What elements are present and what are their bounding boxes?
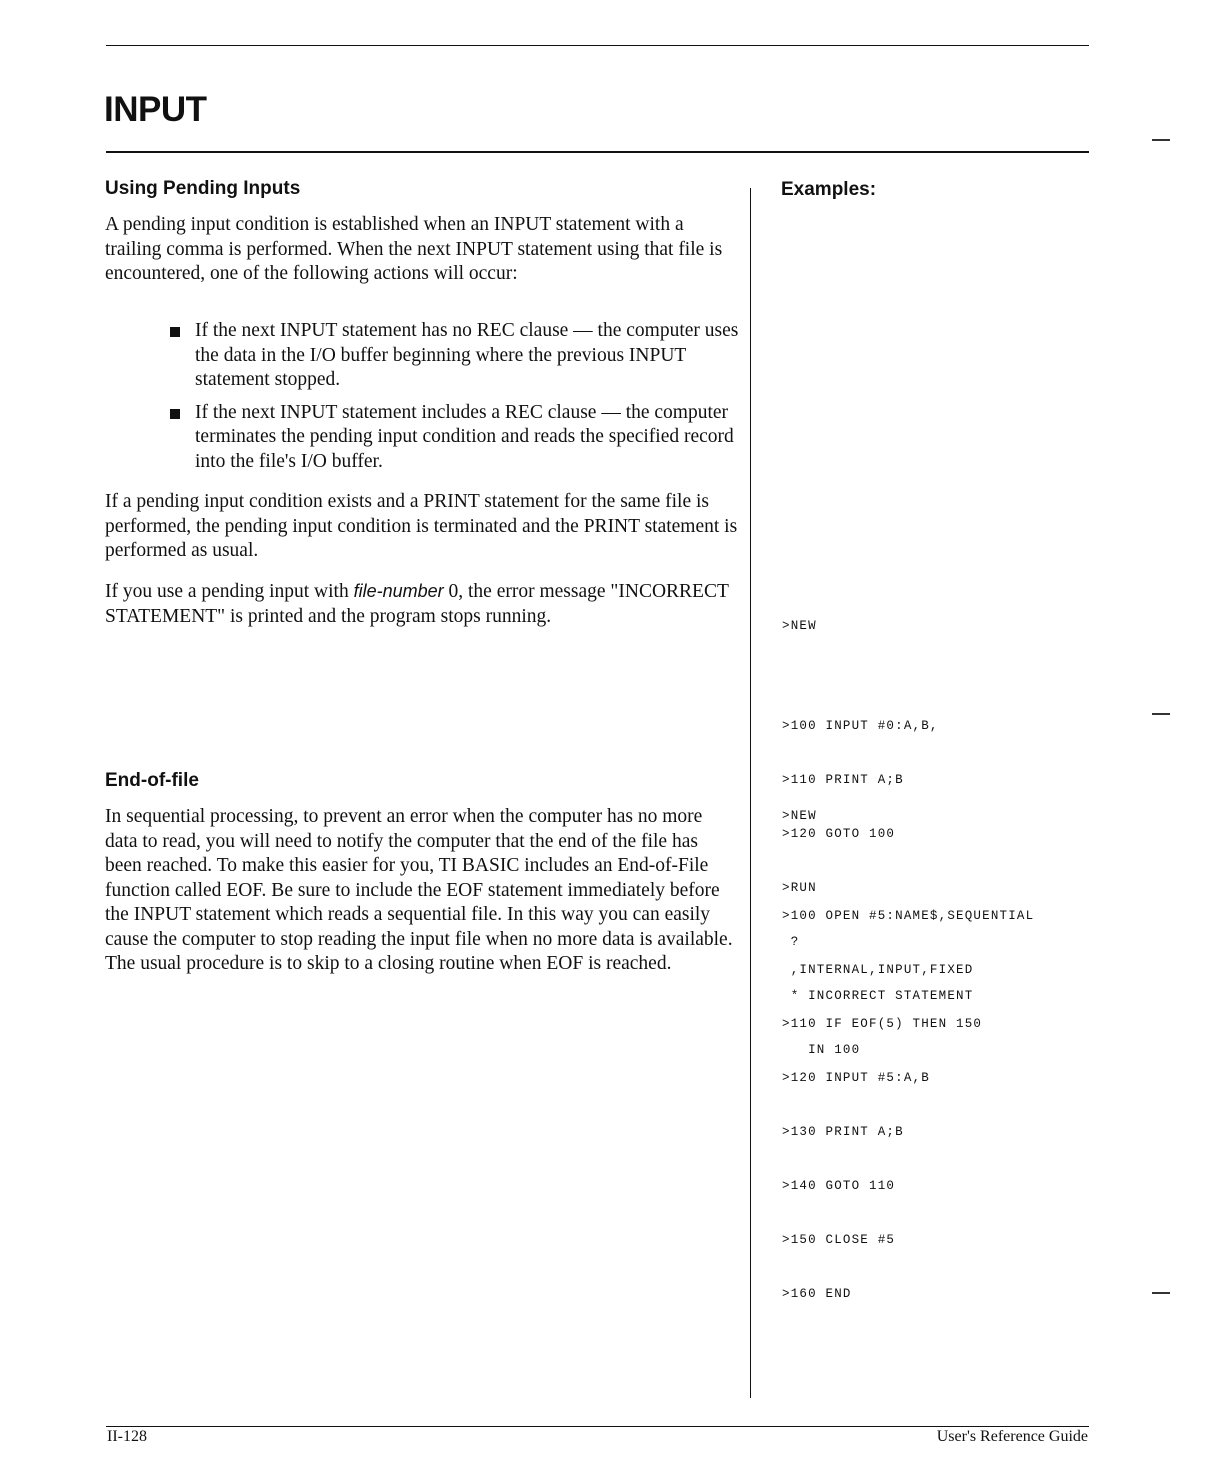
list-item <box>170 319 745 393</box>
code-line: >NEW <box>782 809 817 823</box>
pending-inputs-heading: Using Pending Inputs <box>105 178 301 199</box>
file-number-zero-paragraph <box>105 579 739 629</box>
code-line: IN 100 <box>782 1043 861 1057</box>
code-line: ? <box>782 935 800 949</box>
end-of-file-paragraph: In sequential processing, to prevent an error when the computer has no more data to read, you will need to notify the computer that the end of the file has been reached. To make this easier for you, TI BASIC includes an End-of-File function called EOF. Be sure to include the EOF statement immediately before the INPUT statement which reads a sequential file. In this way you can easily cause the computer to stop reading the input file when no more data is available. The usual procedure is to skip to a closing routine when EOF is reached. <box>105 806 733 974</box>
footer-rule <box>106 1426 1089 1427</box>
bullet-square-icon <box>170 327 180 337</box>
examples-heading: Examples: <box>781 179 877 200</box>
margin-tick <box>1152 713 1170 715</box>
code-line: * INCORRECT STATEMENT <box>782 989 974 1003</box>
code-line: >120 GOTO 100 <box>782 827 896 841</box>
top-rule <box>106 45 1089 46</box>
title-rule <box>106 151 1089 153</box>
code-spacer <box>782 671 1102 681</box>
code-line: >100 OPEN #5:NAME$,SEQUENTIAL <box>782 909 1035 923</box>
bullet-text: If the next INPUT statement has no REC clause — the computer uses the data in the I/O buffer beginning where the previous INPUT statement stopped. <box>195 320 739 390</box>
code-line: >110 PRINT A;B <box>782 773 904 787</box>
para3-text-before: If you use a pending input with <box>105 581 354 602</box>
code-line: ,INTERNAL,INPUT,FIXED <box>782 963 974 977</box>
page-number: II-128 <box>107 1428 147 1445</box>
column-divider <box>750 188 751 1398</box>
margin-tick <box>1152 1292 1170 1294</box>
margin-tick <box>1152 139 1170 141</box>
code-line: >130 PRINT A;B <box>782 1125 904 1139</box>
file-number-term: file-number <box>353 581 444 601</box>
code-line: >RUN <box>782 881 817 895</box>
code-example-eof <box>782 771 1102 1321</box>
para3-text-after: 0, the error message "INCORRECT STATEMENT" is printed and the program stops running. <box>105 581 729 627</box>
pending-actions-list <box>170 319 745 482</box>
pending-intro-paragraph: A pending input condition is established when an INPUT statement with a trailing comma is performed. When the next INPUT statement using that file is encountered, one of the following actions will occur: <box>105 214 723 284</box>
print-terminates-paragraph: If a pending input condition exists and a PRINT statement for the same file is performed, the pending input condition is terminated and the PRINT statement is performed as usual. <box>105 491 738 561</box>
bullet-square-icon <box>170 409 180 419</box>
code-line: >100 INPUT #0:A,B, <box>782 719 939 733</box>
list-item <box>170 401 745 475</box>
code-line: >150 CLOSE #5 <box>782 1233 896 1247</box>
end-of-file-heading: End-of-file <box>105 770 199 791</box>
code-line: >NEW <box>782 619 817 633</box>
book-title: User's Reference Guide <box>936 1428 1088 1445</box>
code-line: >120 INPUT #5:A,B <box>782 1071 930 1085</box>
code-line: >140 GOTO 110 <box>782 1179 896 1193</box>
page-title: INPUT <box>104 90 207 129</box>
code-line: >160 END <box>782 1287 852 1301</box>
bullet-text: If the next INPUT statement includes a REC clause — the computer terminates the pending input condition and reads the specified record into the file's I/O buffer. <box>195 401 734 472</box>
code-line: >110 IF EOF(5) THEN 150 <box>782 1017 983 1031</box>
code-spacer <box>782 861 1102 871</box>
